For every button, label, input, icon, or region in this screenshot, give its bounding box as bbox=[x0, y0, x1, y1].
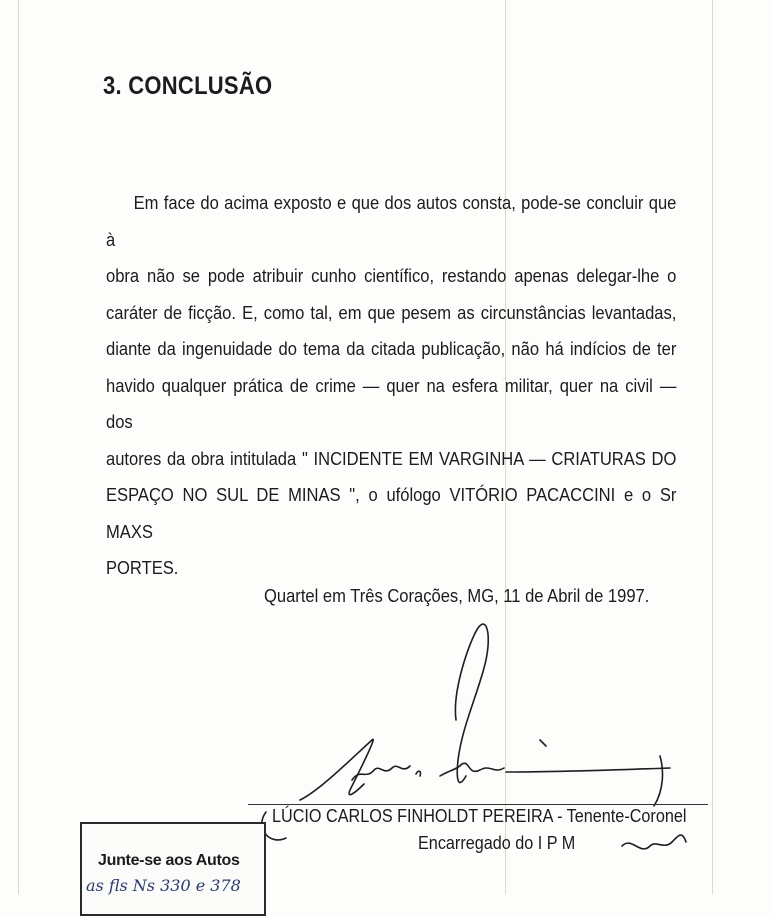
paragraph-line: autores da obra intitulada " INCIDENTE EM VARGINHA — CRIATURAS DO bbox=[106, 448, 677, 469]
paragraph-line: Em face do acima exposto e que dos autos consta, pode-se concluir que à bbox=[106, 193, 677, 250]
paragraph-line: ESPAÇO NO SUL DE MINAS ", o ufólogo VITÓRIO PACACCINI e o Sr MAXS bbox=[106, 485, 677, 542]
signer-role: Encarregado do I P M bbox=[418, 833, 576, 853]
conclusion-paragraph bbox=[106, 185, 676, 587]
stamp-handwritten-note: as fls Ns 330 e 378 bbox=[86, 876, 241, 895]
signer-name: LÚCIO CARLOS FINHOLDT PEREIRA - Tenente-Coronel bbox=[272, 806, 687, 826]
section-heading: 3. CONCLUSÃO bbox=[103, 72, 273, 100]
paragraph-line: diante da ingenuidade do tema da citada publicação, não há indícios de ter bbox=[106, 339, 677, 359]
paragraph-line: caráter de ficção. E, como tal, em que pesem as circunstâncias levantadas, bbox=[106, 302, 677, 323]
stamp-title: Junte-se aos Autos bbox=[98, 852, 240, 869]
attachment-stamp bbox=[80, 822, 266, 916]
paragraph-line: obra não se pode atribuir cunho científico, restando apenas delegar-lhe o bbox=[106, 266, 677, 286]
signature-line bbox=[248, 804, 708, 805]
scan-edge-line bbox=[18, 0, 19, 894]
paragraph-line: havido qualquer prática de crime — quer na esfera militar, quer na civil — dos bbox=[106, 375, 677, 432]
scan-fold-line bbox=[712, 0, 713, 894]
paragraph-line: PORTES. bbox=[106, 558, 179, 578]
place-and-date: Quartel em Três Corações, MG, 11 de Abril de 1997. bbox=[264, 586, 650, 606]
